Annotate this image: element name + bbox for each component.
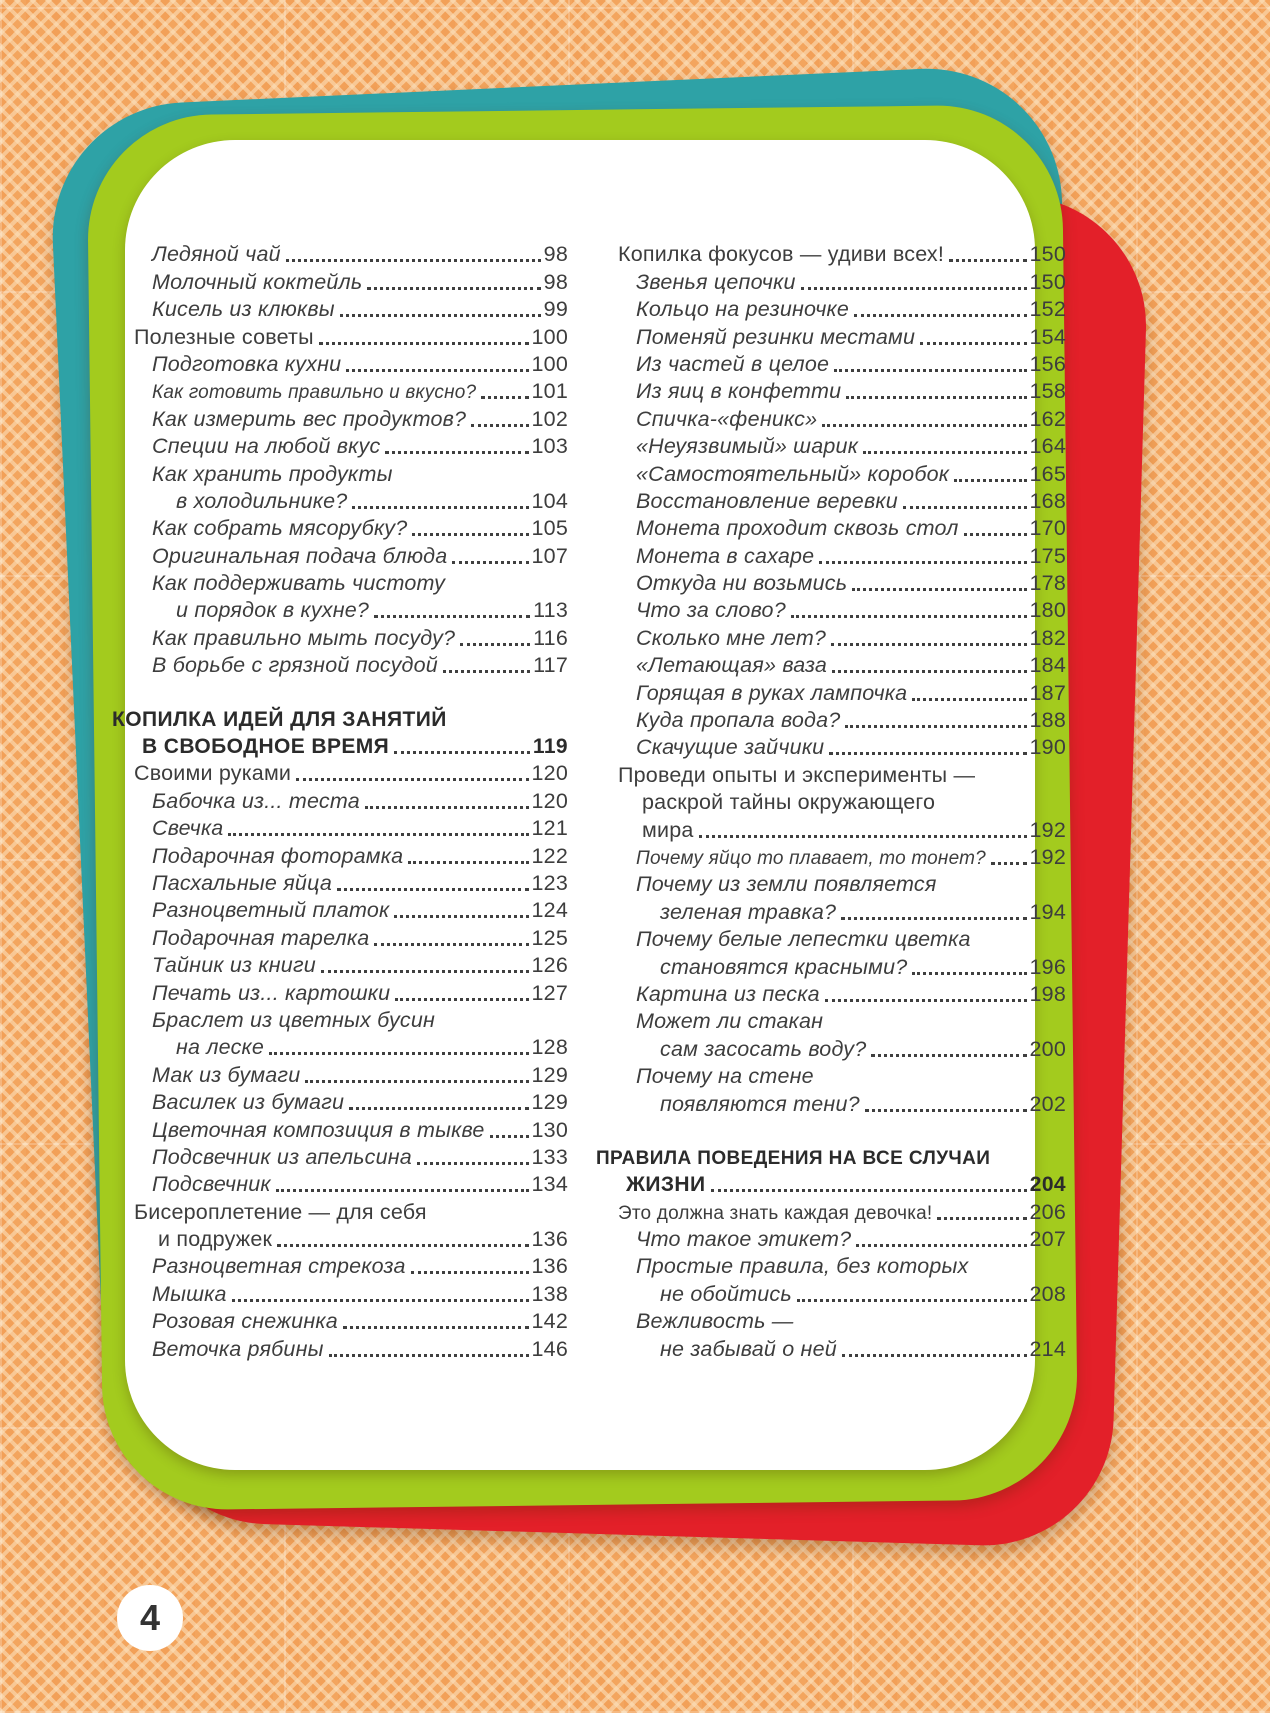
toc-entry	[596, 295, 1066, 322]
toc-entry	[596, 596, 1066, 623]
toc-entry-page: 104	[531, 488, 568, 513]
toc-entry-page: 99	[543, 297, 568, 322]
toc-entry	[112, 623, 568, 650]
toc-entry-title: и порядок в кухне?	[176, 598, 370, 623]
dot-leader	[991, 862, 1027, 865]
toc-entry	[112, 841, 568, 868]
toc-entry-title: Поменяй резинки местами	[636, 324, 916, 349]
toc-entry-title: Своими руками	[134, 761, 292, 786]
dot-leader	[340, 314, 541, 317]
dot-leader	[863, 451, 1026, 454]
toc-entry-page: 198	[1029, 981, 1066, 1006]
dot-leader	[791, 615, 1027, 618]
toc-entry-title: Монета проходит сквозь стол	[636, 516, 959, 541]
toc-entry-page: 98	[543, 269, 568, 294]
toc-entry	[596, 1143, 1066, 1170]
toc-column-left	[112, 240, 568, 1362]
toc-entry-title: раскрой тайны окружающего	[642, 790, 936, 815]
toc-entry-page: 127	[531, 980, 568, 1005]
toc-entry-page: 207	[1029, 1227, 1066, 1252]
toc-entry-title: В СВОБОДНОЕ ВРЕМЯ	[142, 735, 390, 759]
toc-entry-page: 214	[1029, 1336, 1066, 1361]
toc-entry-page: 152	[1029, 297, 1066, 322]
toc-entry-title: Проведи опыты и эксперименты —	[618, 762, 976, 787]
page-number: 4	[139, 1597, 161, 1638]
dot-leader	[831, 643, 1026, 646]
dot-leader	[846, 396, 1026, 399]
toc-entry-title: Бисероплетение — для себя	[134, 1199, 427, 1224]
dot-leader	[711, 1189, 1027, 1192]
dot-leader	[232, 1299, 529, 1302]
toc-entry-title: Картина из песка	[636, 981, 820, 1006]
toc-entry-title: «Летающая» ваза	[636, 653, 828, 678]
dot-leader	[481, 396, 528, 399]
toc-entry-title: Как правильно мыть посуду?	[152, 625, 456, 650]
toc-entry	[112, 1006, 568, 1033]
toc-entry-title: Разноцветный платок	[152, 898, 390, 923]
toc-entry	[112, 459, 568, 486]
toc-entry	[112, 1279, 568, 1306]
toc-entry-title: Браслет из цветных бусин	[152, 1007, 436, 1032]
toc-gap	[596, 1117, 1066, 1143]
toc-entry-title: Оригинальная подача блюда	[152, 543, 448, 568]
page-number-badge	[117, 1585, 183, 1651]
toc-entry	[596, 678, 1066, 705]
dot-leader	[819, 561, 1026, 564]
toc-entry-title: не обойтись	[660, 1281, 792, 1306]
toc-entry-page: 190	[1029, 735, 1066, 760]
toc-entry	[596, 651, 1066, 678]
toc-entry-page: 192	[1029, 817, 1066, 842]
toc-entry-title: «Неуязвимый» шарик	[636, 434, 859, 459]
toc-entry-page: 128	[531, 1035, 568, 1060]
dot-leader	[832, 670, 1026, 673]
toc-entry-title: появляются тени?	[660, 1091, 860, 1116]
toc-entry-title: КОПИЛКА ИДЕЙ ДЛЯ ЗАНЯТИЙ	[112, 707, 447, 731]
dot-leader	[903, 506, 1027, 509]
toc-entry-title: в холодильнике?	[176, 488, 348, 513]
toc-entry	[596, 1252, 1066, 1279]
toc-entry	[596, 623, 1066, 650]
toc-entry	[596, 980, 1066, 1007]
toc-entry-page: 122	[531, 843, 568, 868]
toc-entry-title: Мак из бумаги	[152, 1062, 301, 1087]
toc-entry-title: Свечка	[152, 816, 224, 841]
dot-leader	[346, 369, 528, 372]
toc-entry-title: Бабочка из... теста	[152, 788, 360, 813]
toc-entry-title: Откуда ни возьмись	[636, 571, 848, 596]
toc-entry-title: ПРАВИЛА ПОВЕДЕНИЯ НА ВСЕ СЛУЧАИ	[596, 1147, 991, 1169]
toc-entry-page: 102	[531, 406, 568, 431]
toc-entry-title: Спичка-«феникс»	[636, 406, 818, 431]
toc-entry-title: Звенья цепочки	[636, 269, 796, 294]
toc-entry	[112, 1115, 568, 1142]
toc-entry-title: Почему яйцо то плавает, то тонет?	[636, 847, 986, 869]
toc-entry-page: 133	[531, 1144, 568, 1169]
dot-leader	[394, 915, 528, 918]
toc-entry-page: 129	[531, 1062, 568, 1087]
toc-entry-page: 180	[1029, 598, 1066, 623]
toc-entry	[596, 870, 1066, 897]
toc-entry	[112, 814, 568, 841]
toc-entry	[596, 1062, 1066, 1089]
toc-entry-title: Полезные советы	[134, 324, 314, 349]
toc-entry-page: 121	[531, 816, 568, 841]
toc-entry-title: Копилка фокусов — удиви всех!	[618, 242, 945, 267]
toc-entry	[596, 240, 1066, 267]
toc-entry-title: В борьбе с грязной посудой	[152, 653, 438, 678]
toc-entry	[112, 267, 568, 294]
toc-entry-title: Вежливость —	[636, 1309, 794, 1334]
toc-entry	[596, 706, 1066, 733]
toc-entry	[112, 569, 568, 596]
toc-entry	[596, 1225, 1066, 1252]
dot-leader	[920, 342, 1026, 345]
dot-leader	[954, 479, 1026, 482]
toc-entry	[596, 569, 1066, 596]
toc-entry-page: 194	[1029, 899, 1066, 924]
toc-entry-title: не забывай о ней	[660, 1336, 837, 1361]
toc-entry-title: Подсвечник из апельсина	[152, 1144, 412, 1169]
toc-entry-title: Подсвечник	[152, 1172, 271, 1197]
toc-entry-page: 136	[531, 1227, 568, 1252]
toc-entry-title: Почему белые лепестки цветка	[636, 927, 971, 952]
toc-entry-page: 154	[1029, 324, 1066, 349]
toc-entry	[112, 923, 568, 950]
toc-entry-title: Печать из... картошки	[152, 980, 391, 1005]
toc-entry	[596, 541, 1066, 568]
dot-leader	[471, 424, 528, 427]
toc-entry-title: и подружек	[158, 1227, 273, 1252]
dot-leader	[949, 259, 1026, 262]
toc-entry-page: 124	[531, 898, 568, 923]
dot-leader	[801, 287, 1027, 290]
toc-entry-title: зеленая травка?	[660, 899, 837, 924]
toc-entry	[112, 1334, 568, 1361]
toc-entry-page: 120	[531, 788, 568, 813]
toc-entry	[112, 1197, 568, 1224]
dot-leader	[797, 1299, 1027, 1302]
dot-leader	[296, 778, 528, 781]
toc-entry	[112, 1170, 568, 1197]
dot-leader	[964, 533, 1027, 536]
toc-entry	[596, 788, 1066, 815]
toc-entry-page: 136	[531, 1254, 568, 1279]
toc-entry	[112, 487, 568, 514]
toc-entry-title: Пасхальные яйца	[152, 870, 332, 895]
toc-entry	[112, 978, 568, 1005]
toc-entry-title: Ледяной чай	[152, 242, 281, 267]
toc-entry	[596, 1170, 1066, 1197]
toc-entry-title: Скачущие зайчики	[636, 735, 825, 760]
dot-leader	[834, 369, 1026, 372]
dot-leader	[699, 835, 1027, 838]
toc-entry	[596, 432, 1066, 459]
dot-leader	[337, 888, 529, 891]
toc-entry-title: «Самостоятельный» коробок	[636, 461, 950, 486]
toc-entry	[112, 704, 568, 731]
dot-leader	[228, 833, 528, 836]
toc-entry-title: Почему на стене	[636, 1064, 814, 1089]
toc-entry-page: 164	[1029, 434, 1066, 459]
dot-leader	[412, 533, 528, 536]
toc-entry-page: 98	[543, 242, 568, 267]
dot-leader	[321, 970, 529, 973]
toc-entry-title: Подготовка кухни	[152, 351, 342, 376]
toc-entry-page: 138	[531, 1281, 568, 1306]
dot-leader	[411, 1271, 529, 1274]
toc-entry	[112, 404, 568, 431]
dot-leader	[365, 806, 529, 809]
toc-entry	[112, 759, 568, 786]
toc-entry-title: Подарочная тарелка	[152, 925, 370, 950]
dot-leader	[349, 1107, 528, 1110]
toc-entry	[112, 295, 568, 322]
toc-entry-page: 156	[1029, 351, 1066, 376]
toc-entry-page: 120	[531, 761, 568, 786]
toc-entry-page: 126	[531, 953, 568, 978]
toc-entry-title: Кольцо на резиночке	[636, 297, 850, 322]
toc-entry	[112, 732, 568, 759]
dot-leader	[329, 1354, 529, 1357]
toc-entry-page: 107	[531, 543, 568, 568]
toc-entry	[596, 267, 1066, 294]
toc-entry-title: Сколько мне лет?	[636, 625, 827, 650]
table-of-contents	[112, 240, 1066, 1362]
toc-entry-page: 168	[1029, 488, 1066, 513]
toc-entry-title: Почему из земли появляется	[636, 872, 937, 897]
dot-leader	[374, 943, 528, 946]
toc-entry-page: 204	[1029, 1173, 1066, 1197]
toc-entry	[112, 1033, 568, 1060]
toc-entry-page: 196	[1029, 954, 1066, 979]
dot-leader	[352, 506, 528, 509]
toc-entry	[596, 404, 1066, 431]
toc-entry-page: 101	[531, 379, 568, 404]
dot-leader	[845, 725, 1026, 728]
toc-entry-page: 208	[1029, 1281, 1066, 1306]
dot-leader	[443, 670, 530, 673]
toc-entry	[112, 596, 568, 623]
toc-entry	[112, 1225, 568, 1252]
toc-entry-page: 150	[1029, 242, 1066, 267]
toc-entry-page: 100	[531, 351, 568, 376]
toc-entry-title: Как поддерживать чистоту	[152, 571, 446, 596]
dot-leader	[822, 424, 1026, 427]
toc-entry	[596, 322, 1066, 349]
dot-leader	[417, 1162, 529, 1165]
toc-entry	[596, 1307, 1066, 1334]
dot-leader	[825, 999, 1027, 1002]
toc-entry-page: 130	[531, 1117, 568, 1142]
toc-entry	[112, 1060, 568, 1087]
toc-entry	[596, 815, 1066, 842]
toc-entry-page: 119	[532, 735, 568, 759]
toc-entry	[112, 377, 568, 404]
toc-entry	[596, 925, 1066, 952]
toc-entry	[596, 1007, 1066, 1034]
toc-entry	[112, 240, 568, 267]
toc-entry	[596, 1279, 1066, 1306]
toc-entry-title: Молочный коктейль	[152, 269, 363, 294]
toc-entry-page: 146	[531, 1336, 568, 1361]
dot-leader	[490, 1135, 529, 1138]
toc-entry	[112, 1143, 568, 1170]
dot-leader	[852, 588, 1026, 591]
dot-leader	[856, 1244, 1026, 1247]
toc-entry-page: 117	[533, 653, 568, 678]
dot-leader	[394, 751, 530, 754]
toc-entry-page: 142	[531, 1309, 568, 1334]
toc-entry-title: Как собрать мясорубку?	[152, 516, 408, 541]
toc-entry-title: Как хранить продукты	[152, 461, 393, 486]
toc-entry	[112, 1088, 568, 1115]
toc-entry	[112, 1252, 568, 1279]
toc-entry-page: 184	[1029, 653, 1066, 678]
toc-entry-page: 105	[531, 516, 568, 541]
toc-entry	[596, 952, 1066, 979]
toc-entry-page: 113	[533, 598, 568, 623]
toc-entry	[112, 1307, 568, 1334]
toc-entry-title: Это должна знать каждая девочка!	[618, 1202, 933, 1224]
toc-entry-page: 170	[1029, 516, 1066, 541]
dot-leader	[408, 861, 528, 864]
dot-leader	[912, 698, 1026, 701]
dot-leader	[829, 752, 1026, 755]
toc-entry	[596, 897, 1066, 924]
dot-leader	[937, 1217, 1026, 1220]
toc-entry	[596, 760, 1066, 787]
toc-entry	[596, 377, 1066, 404]
toc-entry-page: 202	[1029, 1091, 1066, 1116]
toc-entry-page: 162	[1029, 406, 1066, 431]
toc-entry-title: Подарочная фоторамка	[152, 843, 404, 868]
toc-column-right	[596, 240, 1066, 1362]
toc-entry-title: Куда пропала вода?	[636, 708, 841, 733]
toc-entry-page: 125	[531, 925, 568, 950]
dot-leader	[319, 342, 529, 345]
dot-leader	[343, 1326, 529, 1329]
toc-entry	[112, 951, 568, 978]
toc-entry-title: Что такое этикет?	[636, 1227, 852, 1252]
toc-entry-title: Специи на любой вкус	[152, 434, 381, 459]
dot-leader	[367, 287, 540, 290]
toc-entry-title: Разноцветная стрекоза	[152, 1254, 406, 1279]
dot-leader	[871, 1054, 1026, 1057]
toc-entry-page: 100	[531, 324, 568, 349]
toc-entry-title: Как готовить правильно и вкусно?	[152, 382, 477, 404]
dot-leader	[305, 1080, 528, 1083]
toc-entry-page: 129	[531, 1090, 568, 1115]
toc-entry-page: 158	[1029, 379, 1066, 404]
dot-leader	[452, 561, 528, 564]
toc-entry	[596, 733, 1066, 760]
toc-entry-page: 165	[1029, 461, 1066, 486]
toc-entry-title: Простые правила, без которых	[636, 1254, 969, 1279]
toc-entry-title: становятся красными?	[660, 954, 908, 979]
toc-entry	[112, 432, 568, 459]
toc-entry-page: 188	[1029, 708, 1066, 733]
toc-entry	[596, 1034, 1066, 1061]
toc-entry-title: Из яиц в конфетти	[636, 379, 842, 404]
toc-entry-page: 103	[531, 434, 568, 459]
toc-entry-title: Из частей в целое	[636, 351, 830, 376]
toc-entry	[596, 459, 1066, 486]
toc-entry-title: Как измерить вес продуктов?	[152, 406, 467, 431]
toc-entry-title: Розовая снежинка	[152, 1309, 338, 1334]
toc-entry	[596, 843, 1066, 870]
dot-leader	[460, 643, 530, 646]
toc-entry-title: Цветочная композиция в тыкве	[152, 1117, 485, 1142]
toc-entry-page: 187	[1029, 680, 1066, 705]
toc-entry-page: 200	[1029, 1036, 1066, 1061]
toc-entry-page: 178	[1029, 571, 1066, 596]
toc-entry-title: сам засосать воду?	[660, 1036, 867, 1061]
toc-entry-page: 206	[1029, 1199, 1066, 1224]
dot-leader	[865, 1109, 1027, 1112]
toc-entry	[112, 514, 568, 541]
dot-leader	[385, 451, 528, 454]
toc-entry-title: Горящая в руках лампочка	[636, 680, 908, 705]
dot-leader	[286, 259, 541, 262]
toc-entry-page: 116	[533, 625, 568, 650]
dot-leader	[912, 972, 1026, 975]
dot-leader	[276, 1189, 529, 1192]
toc-entry	[112, 651, 568, 678]
toc-entry	[596, 1197, 1066, 1224]
dot-leader	[841, 917, 1026, 920]
toc-entry-title: Может ли стакан	[636, 1009, 824, 1034]
toc-entry-title: Василек из бумаги	[152, 1090, 345, 1115]
toc-entry-page: 182	[1029, 625, 1066, 650]
toc-entry-page: 134	[531, 1172, 568, 1197]
toc-entry	[596, 1089, 1066, 1116]
toc-entry	[112, 786, 568, 813]
toc-entry-page: 192	[1029, 844, 1066, 869]
dot-leader	[395, 998, 528, 1001]
toc-entry	[112, 322, 568, 349]
toc-entry-page: 175	[1029, 543, 1066, 568]
dot-leader	[374, 615, 530, 618]
toc-entry	[112, 350, 568, 377]
toc-entry	[596, 350, 1066, 377]
toc-entry-title: Веточка рябины	[152, 1336, 324, 1361]
dot-leader	[842, 1354, 1027, 1357]
toc-entry	[596, 487, 1066, 514]
toc-entry-title: Мышка	[152, 1281, 227, 1306]
toc-gap	[112, 678, 568, 704]
toc-entry	[596, 514, 1066, 541]
toc-entry	[112, 869, 568, 896]
toc-entry-title: Что за слово?	[636, 598, 786, 623]
toc-entry-title: ЖИЗНИ	[626, 1173, 706, 1197]
dot-leader	[277, 1244, 528, 1247]
toc-entry-title: Монета в сахаре	[636, 543, 815, 568]
toc-entry-page: 150	[1029, 269, 1066, 294]
toc-entry-page: 123	[531, 870, 568, 895]
toc-entry	[112, 541, 568, 568]
toc-entry	[112, 896, 568, 923]
toc-entry-title: на леске	[176, 1035, 265, 1060]
toc-entry	[596, 1334, 1066, 1361]
toc-entry-title: Тайник из книги	[152, 953, 316, 978]
dot-leader	[269, 1052, 528, 1055]
toc-entry-title: мира	[642, 817, 694, 842]
toc-entry-title: Восстановление веревки	[636, 488, 898, 513]
dot-leader	[854, 314, 1026, 317]
toc-entry-title: Кисель из клюквы	[152, 297, 335, 322]
